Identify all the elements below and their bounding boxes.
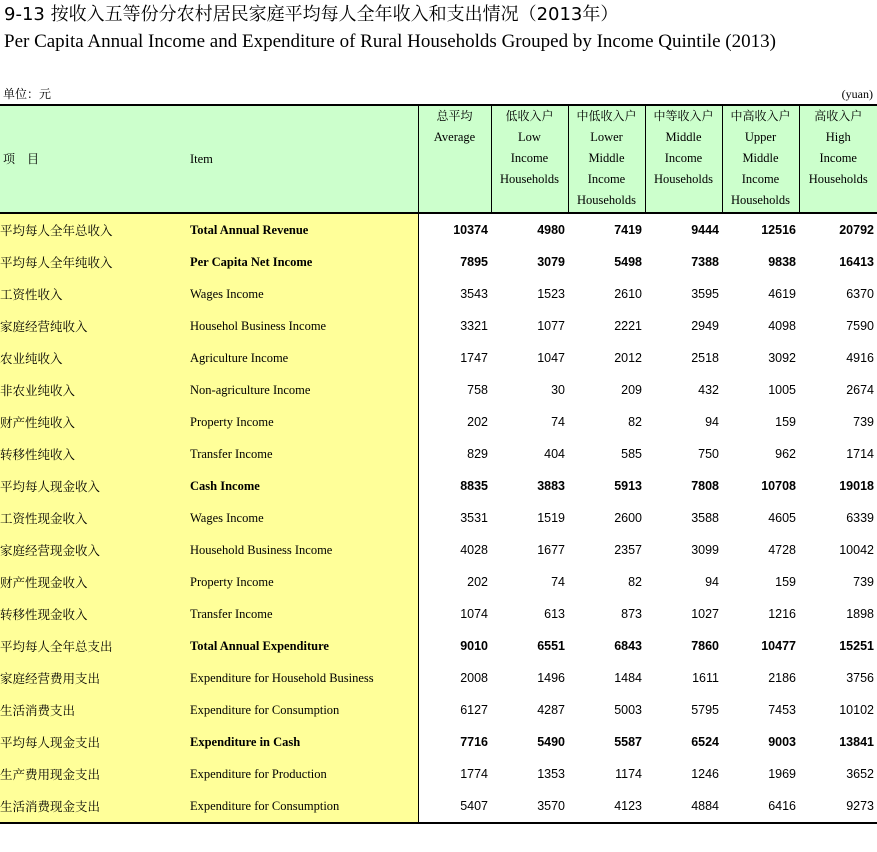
row-label-english: Expenditure for Household Business bbox=[190, 662, 418, 694]
value-cell: 1747 bbox=[418, 342, 491, 374]
header-column-english: Middle bbox=[588, 151, 625, 165]
value-cell: 2008 bbox=[418, 662, 491, 694]
value-cell: 6551 bbox=[537, 639, 565, 653]
table-row bbox=[0, 342, 877, 374]
header-column-0 bbox=[418, 105, 491, 213]
unit-label-english: (yuan) bbox=[841, 87, 873, 101]
table-row bbox=[0, 566, 877, 598]
value-cell: 2610 bbox=[614, 287, 642, 301]
row-label-english: Cash Income bbox=[190, 470, 418, 502]
header-column-4 bbox=[722, 105, 799, 213]
row-label-english: Expenditure for Consumption bbox=[190, 790, 418, 823]
table-title-chinese: 9-13 按收入五等份分农村居民家庭平均每人全年收入和支出情况（2013年） bbox=[4, 4, 619, 25]
value-cell: 5913 bbox=[614, 479, 642, 493]
row-label-english: Non-agriculture Income bbox=[190, 374, 418, 406]
value-cell: 2600 bbox=[614, 511, 642, 525]
value-cell: 873 bbox=[621, 607, 642, 621]
row-label-english: Property Income bbox=[190, 406, 418, 438]
value-cell: 2674 bbox=[846, 383, 874, 397]
row-label-chinese: 农业纯收入 bbox=[0, 342, 190, 374]
row-label-chinese: 工资性收入 bbox=[0, 278, 190, 310]
value-cell: 2357 bbox=[614, 543, 642, 557]
header-column-english: Average bbox=[433, 130, 476, 144]
value-cell: 4619 bbox=[768, 287, 796, 301]
value-cell: 3092 bbox=[768, 351, 796, 365]
value-cell: 3883 bbox=[537, 479, 565, 493]
value-cell: 202 bbox=[418, 566, 491, 598]
value-cell: 94 bbox=[705, 575, 719, 589]
value-cell: 202 bbox=[418, 406, 491, 438]
value-cell: 1714 bbox=[846, 447, 874, 461]
value-cell: 739 bbox=[853, 575, 874, 589]
row-label-chinese: 财产性现金收入 bbox=[0, 566, 190, 598]
value-cell: 3099 bbox=[691, 543, 719, 557]
value-cell: 2186 bbox=[768, 671, 796, 685]
table-row bbox=[0, 213, 877, 246]
table-row bbox=[0, 438, 877, 470]
value-cell: 1077 bbox=[537, 319, 565, 333]
header-column-chinese: 中低收入户 bbox=[576, 109, 637, 123]
table-row bbox=[0, 534, 877, 566]
value-cell: 1246 bbox=[691, 767, 719, 781]
table-row bbox=[0, 790, 877, 823]
value-cell: 1898 bbox=[846, 607, 874, 621]
value-cell: 7419 bbox=[614, 223, 642, 237]
row-label-chinese: 平均每人现金收入 bbox=[0, 470, 190, 502]
header-column-chinese: 低收入户 bbox=[505, 109, 554, 123]
value-cell: 3321 bbox=[418, 310, 491, 342]
value-cell: 82 bbox=[628, 575, 642, 589]
value-cell: 4728 bbox=[768, 543, 796, 557]
table-row bbox=[0, 374, 877, 406]
value-cell: 7453 bbox=[768, 703, 796, 717]
header-column-3 bbox=[645, 105, 722, 213]
value-cell: 1216 bbox=[768, 607, 796, 621]
value-cell: 6416 bbox=[722, 790, 799, 823]
header-column-english: Middle bbox=[742, 151, 779, 165]
value-cell: 10477 bbox=[761, 639, 796, 653]
value-cell: 16413 bbox=[839, 255, 874, 269]
header-column-english: Upper bbox=[744, 130, 777, 144]
value-cell: 962 bbox=[775, 447, 796, 461]
header-column-english: Income bbox=[587, 172, 626, 186]
header-item-chinese: 项 目 bbox=[0, 105, 190, 213]
table-row bbox=[0, 406, 877, 438]
value-cell: 1677 bbox=[537, 543, 565, 557]
header-item-english: Item bbox=[190, 105, 418, 213]
row-label-english: Househol Business Income bbox=[190, 310, 418, 342]
table-row bbox=[0, 758, 877, 790]
value-cell: 74 bbox=[551, 415, 565, 429]
value-cell: 3595 bbox=[691, 287, 719, 301]
header-column-english: Income bbox=[510, 151, 549, 165]
table-row bbox=[0, 630, 877, 662]
value-cell: 1969 bbox=[768, 767, 796, 781]
table-row bbox=[0, 470, 877, 502]
header-column-english: Households bbox=[730, 193, 791, 207]
row-label-chinese: 转移性纯收入 bbox=[0, 438, 190, 470]
value-cell: 758 bbox=[418, 374, 491, 406]
value-cell: 1074 bbox=[418, 598, 491, 630]
value-cell: 20792 bbox=[839, 223, 874, 237]
value-cell: 4123 bbox=[568, 790, 645, 823]
table-row bbox=[0, 502, 877, 534]
table-row bbox=[0, 310, 877, 342]
value-cell: 2949 bbox=[691, 319, 719, 333]
header-column-english: Households bbox=[576, 193, 637, 207]
value-cell: 1005 bbox=[768, 383, 796, 397]
table-row bbox=[0, 598, 877, 630]
row-label-english: Wages Income bbox=[190, 502, 418, 534]
row-label-chinese: 转移性现金收入 bbox=[0, 598, 190, 630]
value-cell: 9010 bbox=[418, 630, 491, 662]
table-row bbox=[0, 246, 877, 278]
value-cell: 3652 bbox=[846, 767, 874, 781]
value-cell: 2518 bbox=[691, 351, 719, 365]
value-cell: 6127 bbox=[418, 694, 491, 726]
row-label-chinese: 生活消费支出 bbox=[0, 694, 190, 726]
value-cell: 5003 bbox=[614, 703, 642, 717]
value-cell: 1047 bbox=[537, 351, 565, 365]
value-cell: 5407 bbox=[418, 790, 491, 823]
value-cell: 4884 bbox=[645, 790, 722, 823]
row-label-chinese: 平均每人全年纯收入 bbox=[0, 246, 190, 278]
value-cell: 3079 bbox=[537, 255, 565, 269]
value-cell: 3588 bbox=[691, 511, 719, 525]
header-column-chinese: 中等收入户 bbox=[653, 109, 714, 123]
value-cell: 750 bbox=[698, 447, 719, 461]
value-cell: 159 bbox=[775, 415, 796, 429]
value-cell: 19018 bbox=[839, 479, 874, 493]
value-cell: 5490 bbox=[537, 735, 565, 749]
value-cell: 1523 bbox=[537, 287, 565, 301]
header-column-chinese: 总平均 bbox=[436, 109, 473, 123]
value-cell: 1174 bbox=[615, 767, 642, 781]
header-column-english: Middle bbox=[665, 130, 702, 144]
value-cell: 74 bbox=[551, 575, 565, 589]
header-column-1 bbox=[491, 105, 568, 213]
value-cell: 2221 bbox=[614, 319, 642, 333]
value-cell: 1519 bbox=[537, 511, 565, 525]
row-label-english: Agriculture Income bbox=[190, 342, 418, 374]
value-cell: 7895 bbox=[418, 246, 491, 278]
row-label-chinese: 生活消费现金支出 bbox=[0, 790, 190, 823]
row-label-english: Expenditure in Cash bbox=[190, 726, 418, 758]
value-cell: 7388 bbox=[691, 255, 719, 269]
value-cell: 159 bbox=[775, 575, 796, 589]
row-label-chinese: 非农业纯收入 bbox=[0, 374, 190, 406]
row-label-chinese: 平均每人全年总支出 bbox=[0, 630, 190, 662]
value-cell: 6843 bbox=[614, 639, 642, 653]
value-cell: 6339 bbox=[846, 511, 874, 525]
row-label-english: Per Capita Net Income bbox=[190, 246, 418, 278]
header-column-english: Income bbox=[819, 151, 857, 165]
header-column-english: Low bbox=[518, 130, 541, 144]
table-row bbox=[0, 694, 877, 726]
header-column-english: Income bbox=[664, 151, 703, 165]
value-cell: 8835 bbox=[418, 470, 491, 502]
table-title-english: Per Capita Annual Income and Expenditure of Rural Households Grouped by Income Quintile (2013) bbox=[4, 31, 776, 52]
value-cell: 4028 bbox=[418, 534, 491, 566]
value-cell: 739 bbox=[853, 415, 874, 429]
value-cell: 7590 bbox=[846, 319, 874, 333]
value-cell: 613 bbox=[544, 607, 565, 621]
row-label-english: Wages Income bbox=[190, 278, 418, 310]
value-cell: 4980 bbox=[537, 223, 565, 237]
value-cell: 1484 bbox=[614, 671, 642, 685]
table-row bbox=[0, 726, 877, 758]
row-label-english: Total Annual Expenditure bbox=[190, 630, 418, 662]
row-label-english: Expenditure for Production bbox=[190, 758, 418, 790]
value-cell: 829 bbox=[418, 438, 491, 470]
row-label-chinese: 生产费用现金支出 bbox=[0, 758, 190, 790]
value-cell: 82 bbox=[628, 415, 642, 429]
value-cell: 10042 bbox=[839, 543, 874, 557]
value-cell: 9003 bbox=[768, 735, 796, 749]
value-cell: 5498 bbox=[614, 255, 642, 269]
value-cell: 4916 bbox=[846, 351, 874, 365]
row-label-english: Expenditure for Consumption bbox=[190, 694, 418, 726]
header-column-chinese: 中高收入户 bbox=[730, 109, 791, 123]
value-cell: 7860 bbox=[691, 639, 719, 653]
value-cell: 404 bbox=[544, 447, 565, 461]
value-cell: 5795 bbox=[691, 703, 719, 717]
value-cell: 1611 bbox=[692, 671, 719, 685]
income-expenditure-table bbox=[0, 104, 877, 824]
header-column-english: Lower bbox=[590, 130, 623, 144]
row-label-chinese: 家庭经营费用支出 bbox=[0, 662, 190, 694]
unit-label-chinese: 单位：元 bbox=[3, 87, 52, 101]
header-column-english: Income bbox=[741, 172, 780, 186]
value-cell: 9838 bbox=[768, 255, 796, 269]
value-cell: 13841 bbox=[839, 735, 874, 749]
row-label-chinese: 工资性现金收入 bbox=[0, 502, 190, 534]
value-cell: 10102 bbox=[839, 703, 874, 717]
value-cell: 7716 bbox=[418, 726, 491, 758]
value-cell: 12516 bbox=[761, 223, 796, 237]
value-cell: 4098 bbox=[768, 319, 796, 333]
value-cell: 432 bbox=[698, 383, 719, 397]
value-cell: 10708 bbox=[761, 479, 796, 493]
header-column-5 bbox=[799, 105, 877, 213]
row-label-chinese: 财产性纯收入 bbox=[0, 406, 190, 438]
row-label-chinese: 家庭经营纯收入 bbox=[0, 310, 190, 342]
value-cell: 209 bbox=[621, 383, 642, 397]
row-label-english: Household Business Income bbox=[190, 534, 418, 566]
value-cell: 1774 bbox=[418, 758, 491, 790]
header-column-english: Households bbox=[653, 172, 714, 186]
row-label-chinese: 家庭经营现金收入 bbox=[0, 534, 190, 566]
header-column-english: High bbox=[825, 130, 851, 144]
value-cell: 585 bbox=[621, 447, 642, 461]
table-body bbox=[0, 213, 877, 823]
row-label-english: Property Income bbox=[190, 566, 418, 598]
table-row bbox=[0, 278, 877, 310]
value-cell: 9444 bbox=[691, 223, 719, 237]
table-row bbox=[0, 662, 877, 694]
row-label-english: Transfer Income bbox=[190, 598, 418, 630]
value-cell: 4605 bbox=[768, 511, 796, 525]
row-label-chinese: 平均每人全年总收入 bbox=[0, 213, 190, 246]
value-cell: 9273 bbox=[799, 790, 877, 823]
value-cell: 3570 bbox=[491, 790, 568, 823]
header-column-english: Households bbox=[499, 172, 560, 186]
value-cell: 2012 bbox=[614, 351, 642, 365]
value-cell: 15251 bbox=[839, 639, 874, 653]
value-cell: 3543 bbox=[418, 278, 491, 310]
table-header-row bbox=[0, 105, 877, 213]
header-column-chinese: 高收入户 bbox=[814, 109, 863, 123]
value-cell: 1027 bbox=[691, 607, 719, 621]
value-cell: 5587 bbox=[614, 735, 642, 749]
value-cell: 4287 bbox=[537, 703, 565, 717]
header-column-2 bbox=[568, 105, 645, 213]
value-cell: 6524 bbox=[691, 735, 719, 749]
value-cell: 1353 bbox=[537, 767, 565, 781]
value-cell: 6370 bbox=[846, 287, 874, 301]
row-label-english: Transfer Income bbox=[190, 438, 418, 470]
value-cell: 3756 bbox=[846, 671, 874, 685]
value-cell: 7808 bbox=[691, 479, 719, 493]
value-cell: 94 bbox=[705, 415, 719, 429]
value-cell: 10374 bbox=[418, 213, 491, 246]
value-cell: 3531 bbox=[418, 502, 491, 534]
header-column-english: Households bbox=[808, 172, 868, 186]
value-cell: 30 bbox=[551, 383, 565, 397]
row-label-chinese: 平均每人现金支出 bbox=[0, 726, 190, 758]
row-label-english: Total Annual Revenue bbox=[190, 213, 418, 246]
value-cell: 1496 bbox=[537, 671, 565, 685]
